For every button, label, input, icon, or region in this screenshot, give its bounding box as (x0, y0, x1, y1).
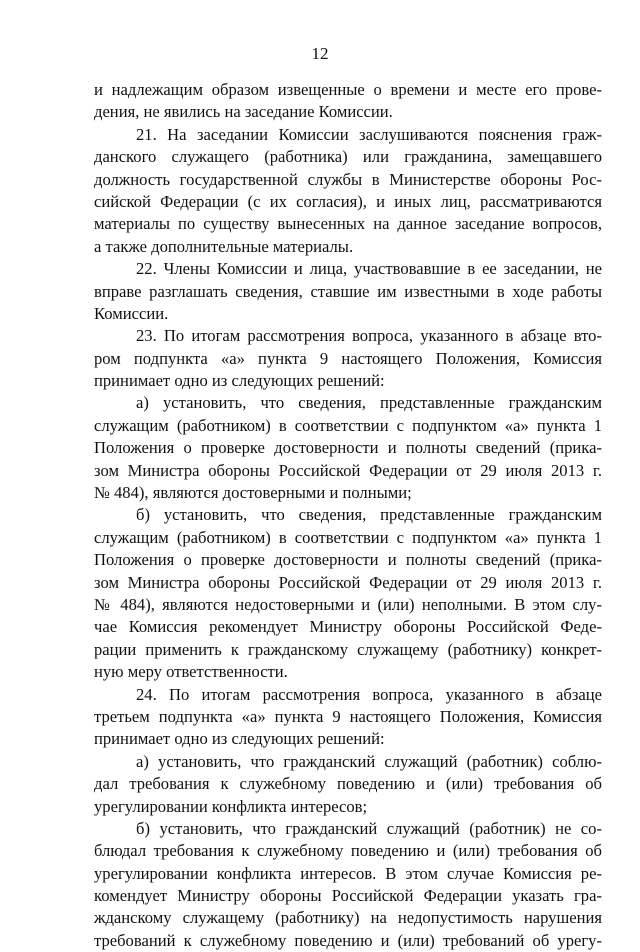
text-line: а также дополнительные материалы. (94, 236, 354, 256)
text-line: ную меру ответственности. (94, 662, 288, 682)
text-line: а) установить, что сведения, представленные гражданским (136, 393, 602, 413)
text-line: а) установить, что гражданский служащий (работник) соблю- (136, 751, 602, 771)
text-line: дал требования к служебному поведению и (или) требования об (94, 774, 602, 794)
document-body (94, 79, 602, 952)
text-line: зом Министра обороны Российской Федерации от 29 июля 2013 г. (94, 572, 602, 592)
text-line: данского служащего (работника) или гражданина, замещавшего (94, 147, 602, 167)
text-line: должность государственной службы в Министерстве обороны Рос- (94, 169, 602, 189)
text-line: Положения о проверке достоверности и полноты сведений (прика- (94, 438, 602, 458)
text-line: урегулировании конфликта интересов. В этом случае Комиссия ре- (94, 863, 602, 883)
text-line: б) установить, что сведения, представленные гражданским (136, 505, 602, 525)
text-line: комендует Министру обороны Российской Федерации указать гра- (94, 886, 602, 906)
text-line: ром подпункта «а» пункта 9 настоящего Положения, Комиссия (94, 348, 602, 368)
text-line: сийской Федерации (с их согласия), и иных лиц, рассматриваются (94, 191, 602, 211)
text-line: служащим (работником) в соответствии с подпунктом «а» пункта 1 (94, 415, 602, 435)
text-line: № 484), являются недостоверными и (или) неполными. В этом слу- (94, 594, 602, 614)
text-line: зом Министра обороны Российской Федерации от 29 июля 2013 г. (94, 460, 602, 480)
text-line: третьем подпункта «а» пункта 9 настоящего Положения, Комиссия (94, 706, 602, 726)
text-line: 22. Члены Комиссии и лица, участвовавшие в ее заседании, не (136, 259, 602, 279)
text-line: служащим (работником) в соответствии с подпунктом «а» пункта 1 (94, 527, 602, 547)
text-line: чае Комиссия рекомендует Министру обороны Российской Феде- (94, 617, 602, 637)
text-line: и надлежащим образом извещенные о времени и месте его прове- (94, 80, 602, 99)
text-line: 24. По итогам рассмотрения вопроса, указанного в абзаце (136, 684, 602, 704)
text-line: блюдал требования к служебному поведению и (или) требования об (94, 841, 602, 861)
text-line: принимает одно из следующих решений: (94, 729, 385, 749)
text-line: Комиссии. (94, 303, 169, 323)
text-line: б) установить, что гражданский служащий (работник) не со- (136, 818, 602, 838)
text-line: № 484), являются достоверными и полными; (94, 483, 412, 503)
text-line: вправе разглашать сведения, ставшие им известными в ходе работы (94, 281, 602, 301)
text-line: Положения о проверке достоверности и полноты сведений (прика- (94, 550, 602, 570)
text-line: 23. По итогам рассмотрения вопроса, указанного в абзаце вто- (136, 326, 602, 346)
text-line: урегулировании конфликта интересов; (94, 796, 368, 816)
text-line: материалы по существу вынесенных на данное заседание вопросов, (94, 214, 602, 234)
text-line: рации применить к гражданскому служащему (работнику) конкрет- (94, 639, 602, 659)
text-line: принимает одно из следующих решений: (94, 371, 385, 391)
text-line: дения, не явились на заседание Комиссии. (94, 102, 393, 122)
text-line: требований к служебному поведению и (или) требований об урегу- (94, 930, 602, 950)
text-line: 21. На заседании Комиссии заслушиваются пояснения граж- (136, 124, 602, 144)
text-line: жданскому служащему (работнику) на недопустимость нарушения (94, 908, 602, 928)
page-number: 12 (311, 44, 329, 63)
